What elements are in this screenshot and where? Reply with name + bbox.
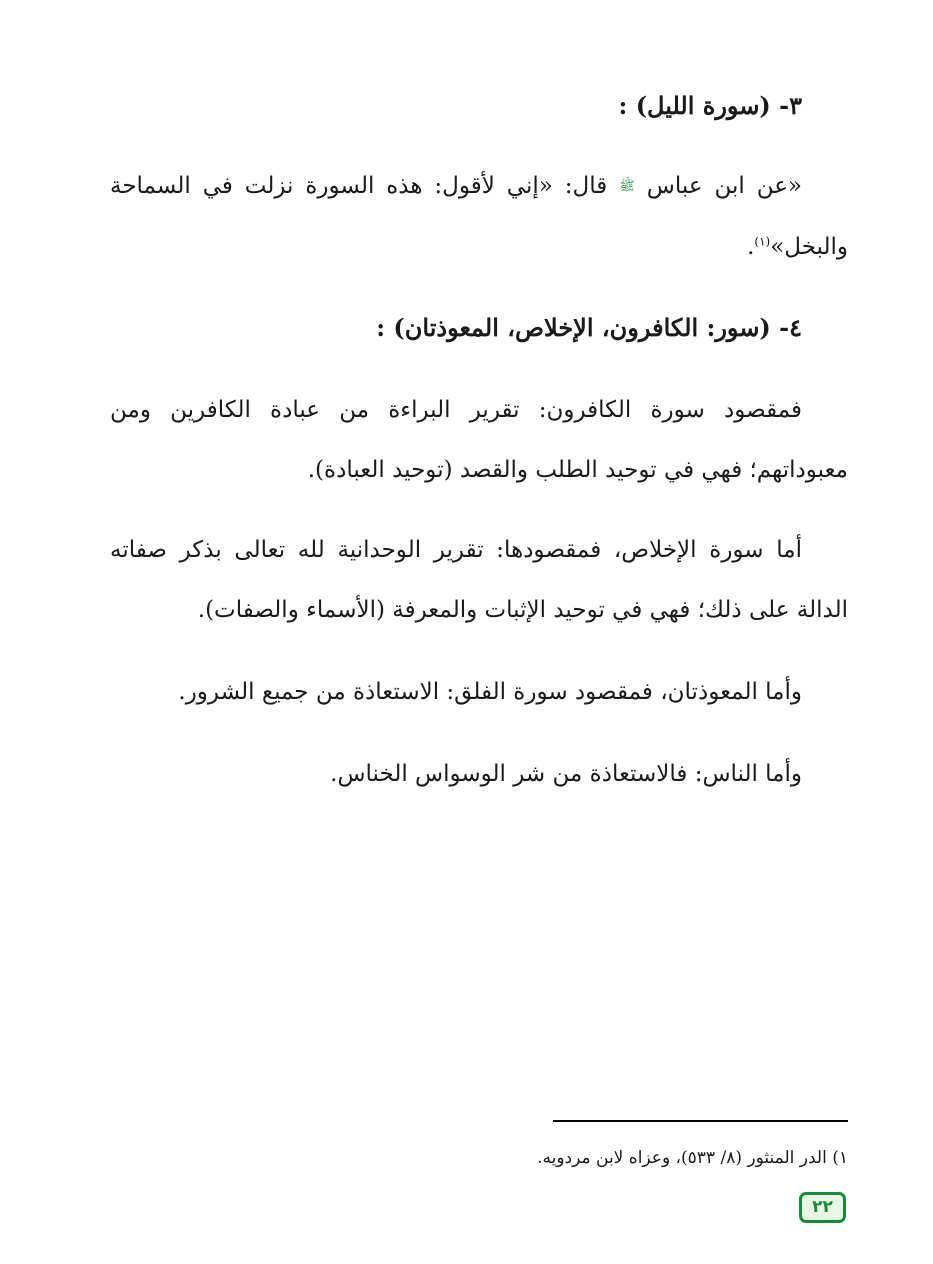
footnote-reference-1[interactable]: (١) <box>754 234 771 249</box>
quote-end-text: . <box>747 234 755 260</box>
quote-rest-text: قال: «إني لأقول: هذه السورة نزلت في السماحة والبخل» <box>110 173 848 260</box>
paragraph-ibn-abbas-quote <box>110 156 848 277</box>
honorific-mark: ﷺ <box>619 179 635 194</box>
book-page <box>110 0 848 1264</box>
paragraph-al-kafirun: فمقصود سورة الكافرون: تقرير البراءة من عبادة الكافرين ومن معبوداتهم؛ فهي في توحيد الطلب والقصد (توحيد العبادة). <box>110 397 848 483</box>
quote-lead-text: «عن ابن عباس <box>646 173 802 199</box>
footnote-divider <box>553 1120 848 1122</box>
paragraph-an-nas: وأما الناس: فالاستعاذة من شر الوسواس الخناس. <box>330 761 802 787</box>
paragraph-al-ikhlas: أما سورة الإخلاص، فمقصودها: تقرير الوحدانية لله تعالى بذكر صفاته الدالة على ذلك؛ فهي في توحيد الإثبات والمعرفة (الأسماء والصفات). <box>110 537 848 623</box>
page-number-badge: ٢٢ <box>799 1192 846 1223</box>
section-heading-surat-al-layl: ٣- (سورة الليل) : <box>618 91 802 120</box>
section-heading-three-surahs: ٤- (سور: الكافرون، الإخلاص، المعوذتان) : <box>376 313 802 342</box>
footnote-1: ١) الدر المنثور (٨/ ٥٣٣)، وعزاه لابن مردويه. <box>537 1148 848 1168</box>
paragraph-al-falaq: وأما المعوذتان، فمقصود سورة الفلق: الاستعاذة من جميع الشرور. <box>178 679 802 705</box>
